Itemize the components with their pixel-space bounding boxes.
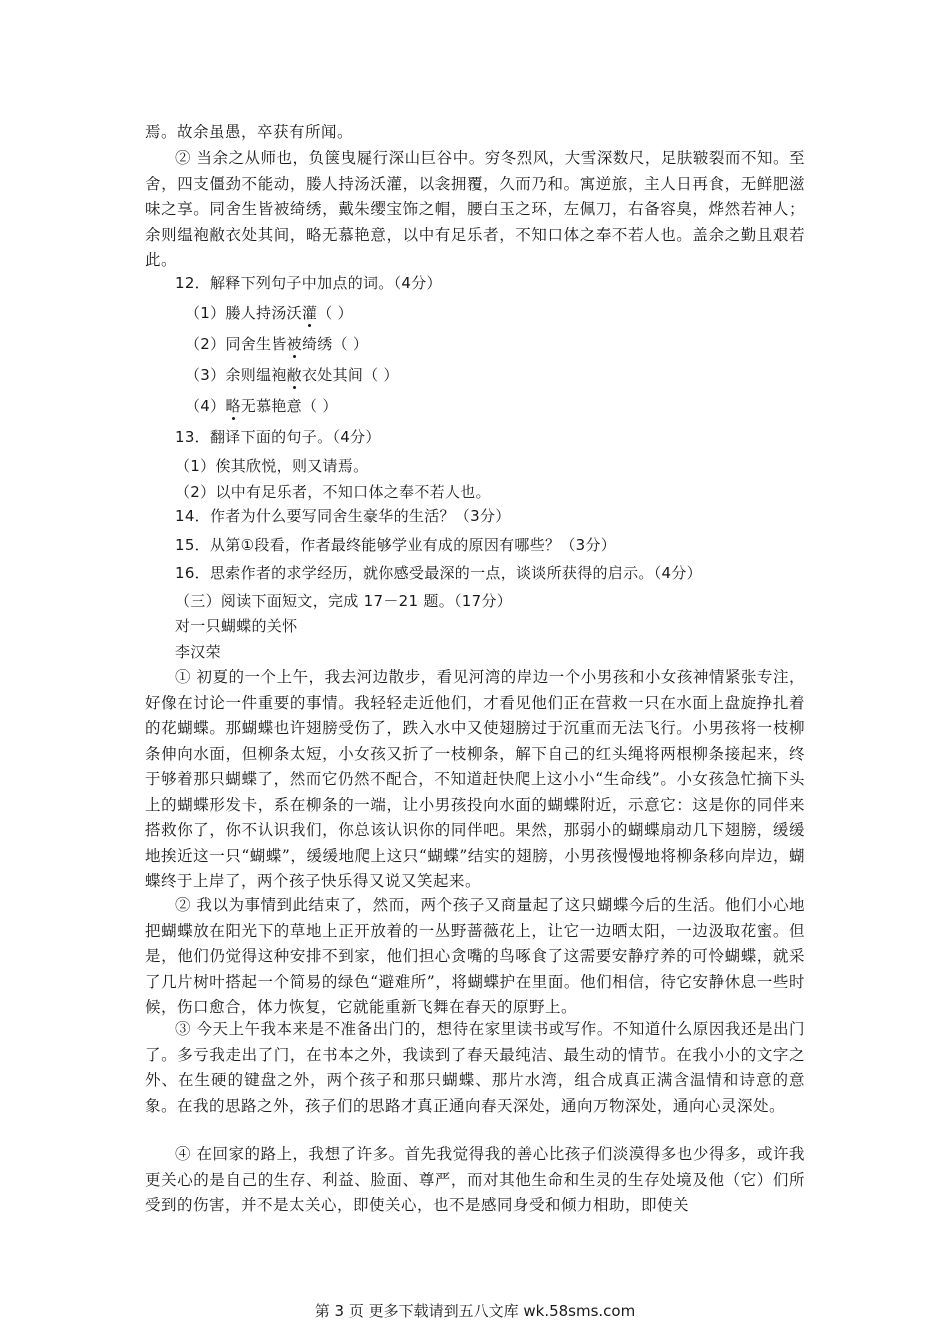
q12-4-post: 无慕艳意（ ） [240, 397, 338, 415]
article-title: 对一只蝴蝶的关怀 [175, 617, 298, 635]
question-12: 12．解释下列句子中加点的词。（4分） [175, 274, 442, 292]
question-16: 16．思索作者的求学经历，就你感受最深的一点，谈谈所获得的启示。（4分） [175, 564, 702, 582]
question-14: 14．作者为什么要写同舍生豪华的生活？（3分） [175, 507, 511, 525]
article-paragraph-2: ② 我以为事情到此结束了，然而，两个孩子又商量起了这只蝴蝶今后的生活。他们小心地把蝴蝶放在阳光下的草地上正开放着的一丛野蔷薇花上，让它一边晒太阳，一边汲取花蜜。但是，他们仍觉得这种安排不到家，他们担心贪嘴的鸟啄食了这需要安静疗养的可怜蝴蝶，就采了几片树叶搭起一个简易的绿色“避难所”，将蝴蝶护在里面。他们相信，待它安静休息一些时候，伤口愈合，体力恢复，它就能重新飞舞在春天的原野上。 [145, 896, 805, 1016]
section-3-heading: （三）阅读下面短文，完成 17－21 题。（17分） [175, 592, 513, 610]
question-12-2 [185, 332, 368, 357]
article-paragraph-3: ③ 今天上午我本来是不准备出门的，想待在家里读书或写作。不知道什么原因我还是出门了。多亏我走出了门，在书本之外，我读到了春天最纯洁、最生动的情节。在我小小的文字之外、在生硬的键盘之外，两个孩子和那只蝴蝶、那片水湾，组合成真正满含温情和诗意的意象。在我的思路之外，孩子们的思路才真正通向春天深处，通向万物深处，通向心灵深处。 [145, 1020, 805, 1115]
question-12-3 [185, 363, 399, 388]
q12-4-pre: （4） [185, 397, 226, 415]
question-13: 13．翻译下面的句子。（4分） [175, 428, 381, 446]
q12-1-post: （ ） [317, 304, 353, 322]
q12-3-pre: （3）余则缊袍 [185, 366, 287, 384]
q12-2-post: 绮绣（ ） [301, 335, 369, 353]
q12-3-dotted-char: 敝 [286, 366, 302, 384]
article-paragraph-1: ① 初夏的一个上午，我去河边散步，看见河湾的岸边一个小男孩和小女孩神情紧张专注，好像在讨论一件重要的事情。我轻轻走近他们，才看见他们正在营救一只在水面上盘旋挣扎着的花蝴蝶。那蝴蝶也许翅膀受伤了，跌入水中又使翅膀过于沉重而无法飞行。小男孩将一枝柳条伸向水面，但柳条太短，小女孩又折了一枝柳条，解下自己的红头绳将两根柳条接起来，终于够着那只蝴蝶了，然而它仍然不配合，不知道赶快爬上这小小“生命线”。小女孩急忙摘下头上的蝴蝶形发卡，系在柳条的一端，让小男孩投向水面的蝴蝶附近，示意它：这是你的同伴来搭救你了，你不认识我们，你总该认识你的同伴吧。果然，那弱小的蝴蝶扇动几下翅膀，缓缓地挨近这一只“蝴蝶”，缓缓地爬上这只“蝴蝶”结实的翅膀，小男孩慢慢地将柳条移向岸边，蝴蝶终于上岸了，两个孩子快乐得又说又笑起来。 [145, 668, 805, 890]
q12-2-pre: （2）同舍生皆 [185, 335, 287, 353]
q12-3-post: 衣处其间（ ） [301, 366, 399, 384]
question-12-1 [185, 301, 353, 326]
paragraph-continuation: 焉。故余虽愚，卒获有所闻。 [145, 123, 354, 141]
question-13-2: （2）以中有足乐者，不知口体之奉不若人也。 [175, 483, 491, 501]
q12-1-pre: （1）媵人持汤沃 [185, 304, 302, 322]
question-13-1: （1）俟其欣悦，则又请焉。 [175, 457, 369, 475]
q12-1-dotted-char: 灌 [301, 304, 318, 322]
article-author: 李汉荣 [175, 643, 221, 661]
article-paragraph-4: ④ 在回家的路上，我想了许多。首先我觉得我的善心比孩子们淡漠得多也少得多，或许我更关心的是自己的生存、利益、脸面、尊严，而对其他生命和生灵的生存处境及他（它）们所受到的伤害，并不是太关心，即使关心，也不是感同身受和倾力相助，即使关 [145, 1145, 805, 1214]
q12-4-dotted-char: 略 [225, 397, 241, 415]
paragraph-2: ② 当余之从师也，负箧曳屣行深山巨谷中。穷冬烈风，大雪深数尺，足肤皲裂而不知。至舍，四支僵劲不能动，媵人持汤沃灌，以衾拥覆，久而乃和。寓逆旅，主人日再食，无鲜肥滋味之享。同舍生皆被绮绣，戴朱缨宝饰之帽，腰白玉之环，左佩刀，右备容臭，烨然若神人；余则缊袍敝衣处其间，略无慕艳意，以中有足乐者，不知口体之奉不若人也。盖余之勤且艰若此。 [145, 149, 805, 269]
q12-2-dotted-char: 被 [286, 335, 302, 353]
question-15: 15．从第①段看，作者最终能够学业有成的原因有哪些？（3分） [175, 536, 617, 554]
page-footer: 第 3 页 更多下载请到五八文库 wk.58sms.com [314, 1302, 636, 1320]
question-12-4 [185, 394, 338, 419]
